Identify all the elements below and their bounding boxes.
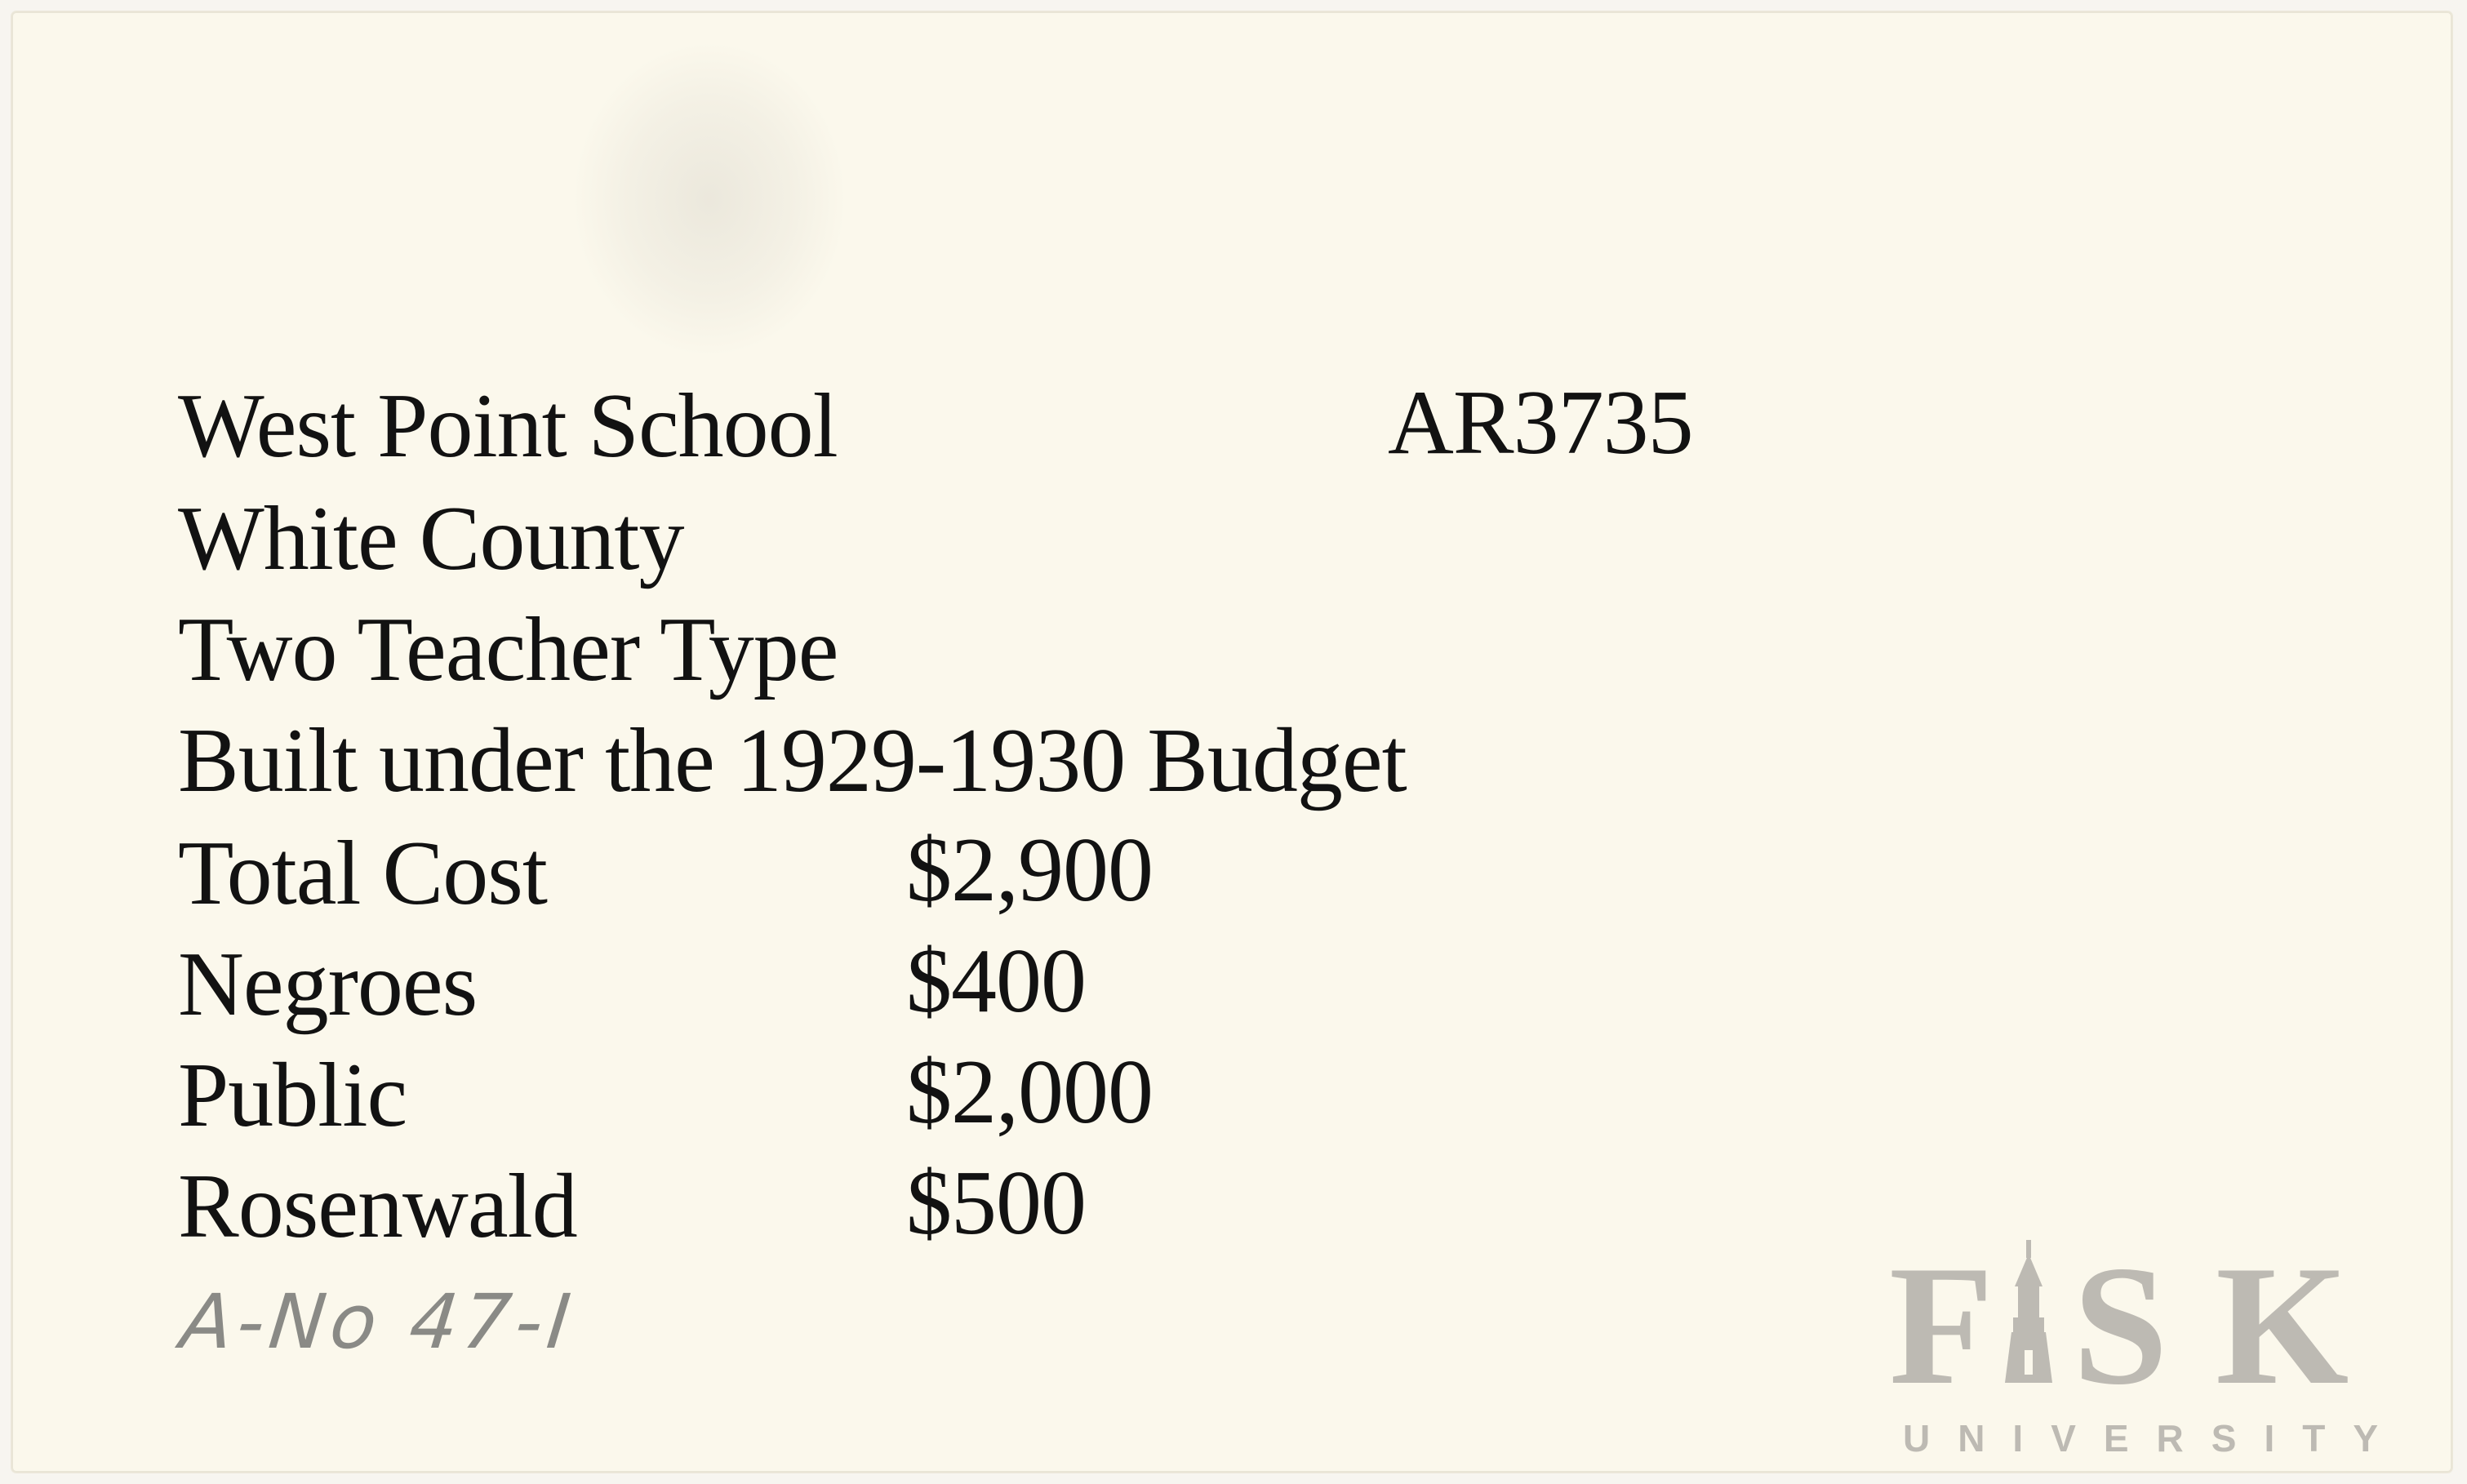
funding-amount-public: $2,000 bbox=[906, 1042, 1153, 1143]
funding-label-negroes: Negroes bbox=[178, 934, 478, 1035]
record-id: AR3735 bbox=[1388, 372, 1693, 473]
funding-label-total-cost: Total Cost bbox=[178, 823, 547, 924]
watermark-letter-s: S bbox=[2073, 1236, 2168, 1420]
watermark-subtitle: UNIVERSITY bbox=[1902, 1417, 2407, 1460]
funding-amount-total-cost: $2,900 bbox=[906, 820, 1153, 921]
handwritten-catalog-note: A-No 47-I bbox=[176, 1278, 580, 1366]
funding-label-public: Public bbox=[178, 1045, 407, 1146]
school-name: West Point School bbox=[178, 375, 838, 477]
budget-line: Built under the 1929-1930 Budget bbox=[178, 710, 1407, 811]
watermark-letter-k: K bbox=[2216, 1236, 2349, 1420]
index-card bbox=[11, 11, 2452, 1473]
school-type: Two Teacher Type bbox=[178, 599, 838, 700]
county: White County bbox=[178, 488, 684, 589]
tower-icon bbox=[2005, 1240, 2052, 1383]
fisk-university-watermark bbox=[1889, 1236, 2420, 1473]
watermark-letter-f: F bbox=[1889, 1236, 1994, 1420]
funding-label-rosenwald: Rosenwald bbox=[178, 1156, 577, 1257]
funding-amount-rosenwald: $500 bbox=[906, 1153, 1086, 1254]
paper-smudge bbox=[575, 44, 844, 354]
funding-amount-negroes: $400 bbox=[906, 931, 1086, 1032]
